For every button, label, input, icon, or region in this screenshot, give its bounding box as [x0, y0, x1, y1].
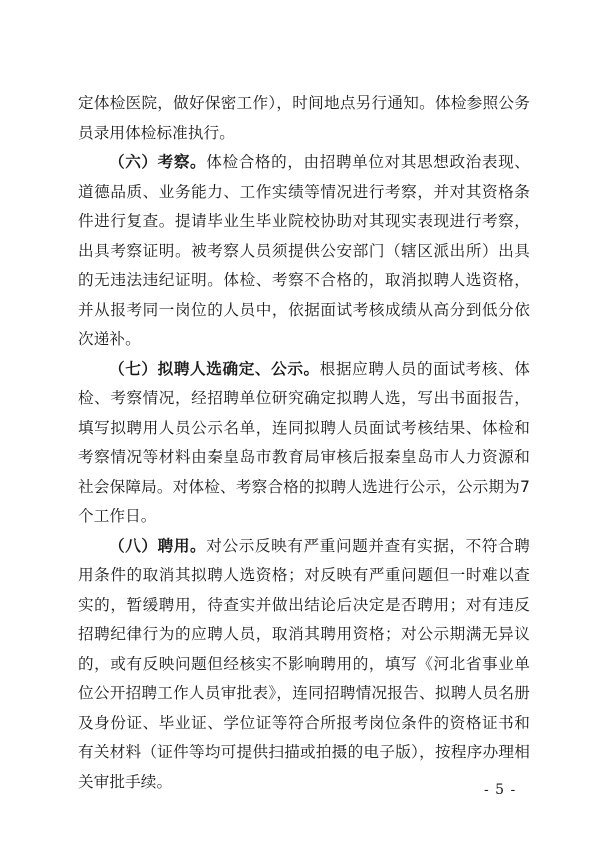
section-heading-employment: （八）聘用。: [109, 536, 207, 555]
section-heading-candidate-publicity: （七）拟聘人选确定、公示。: [109, 359, 320, 378]
document-body: [78, 89, 530, 797]
paragraph-text: 对公示反映有严重问题并查有实据，不符合聘用条件的取消其拟聘人选资格；对反映有严重问题但一时难以查实的，暂缓聘用，待查实并做出结论后决定是否聘用；对有违反招聘纪律行为的应聘人员，取消其聘用资格；对公示期满无异议的，或有反映问题但经核实不影响聘用的，填写《河北省事业单位公开招聘工作人员审批表》，连同招聘情况报告、拟聘人员名册及身份证、毕业证、学位证等符合所报考岗位条件的资格证书和有关材料（证件等均可提供扫描或拍摄的电子版），按程序办理相关审批手续。: [78, 536, 530, 791]
paragraph-inspection: [78, 148, 530, 355]
paragraph-text: 体检合格的，由招聘单位对其思想政治表现、道德品质、业务能力、工作实绩等情况进行考察，并对其资格条件进行复查。提请毕业生毕业院校协助对其现实表现进行考察，出具考察证明。被考察人员须提供公安部门（辖区派出所）出具的无违法违纪证明。体检、考察不合格的，取消拟聘人选资格，并从报考同一岗位的人员中，依据面试考核成绩从高分到低分依次递补。: [78, 153, 530, 348]
paragraph-text: 定体检医院，做好保密工作），时间地点另行通知。体检参照公务员录用体检标准执行。: [78, 94, 530, 142]
paragraph-text: 根据应聘人员的面试考核、体检、考察情况，经招聘单位研究确定拟聘人选，写出书面报告，填写拟聘用人员公示名单，连同拟聘人员面试考核结果、体检和考察情况等材料由秦皇岛市教育局审核后报秦皇岛市人力资源和社会保障局。对体检、考察合格的拟聘人选进行公示，公示期为7个工作日。: [78, 359, 530, 525]
paragraph-medical-exam-continued: [78, 89, 530, 148]
section-heading-inspection: （六）考察。: [109, 153, 207, 171]
paragraph-candidate-publicity: [78, 355, 530, 532]
page-number: - 5 -: [484, 782, 517, 798]
paragraph-employment: [78, 532, 530, 798]
